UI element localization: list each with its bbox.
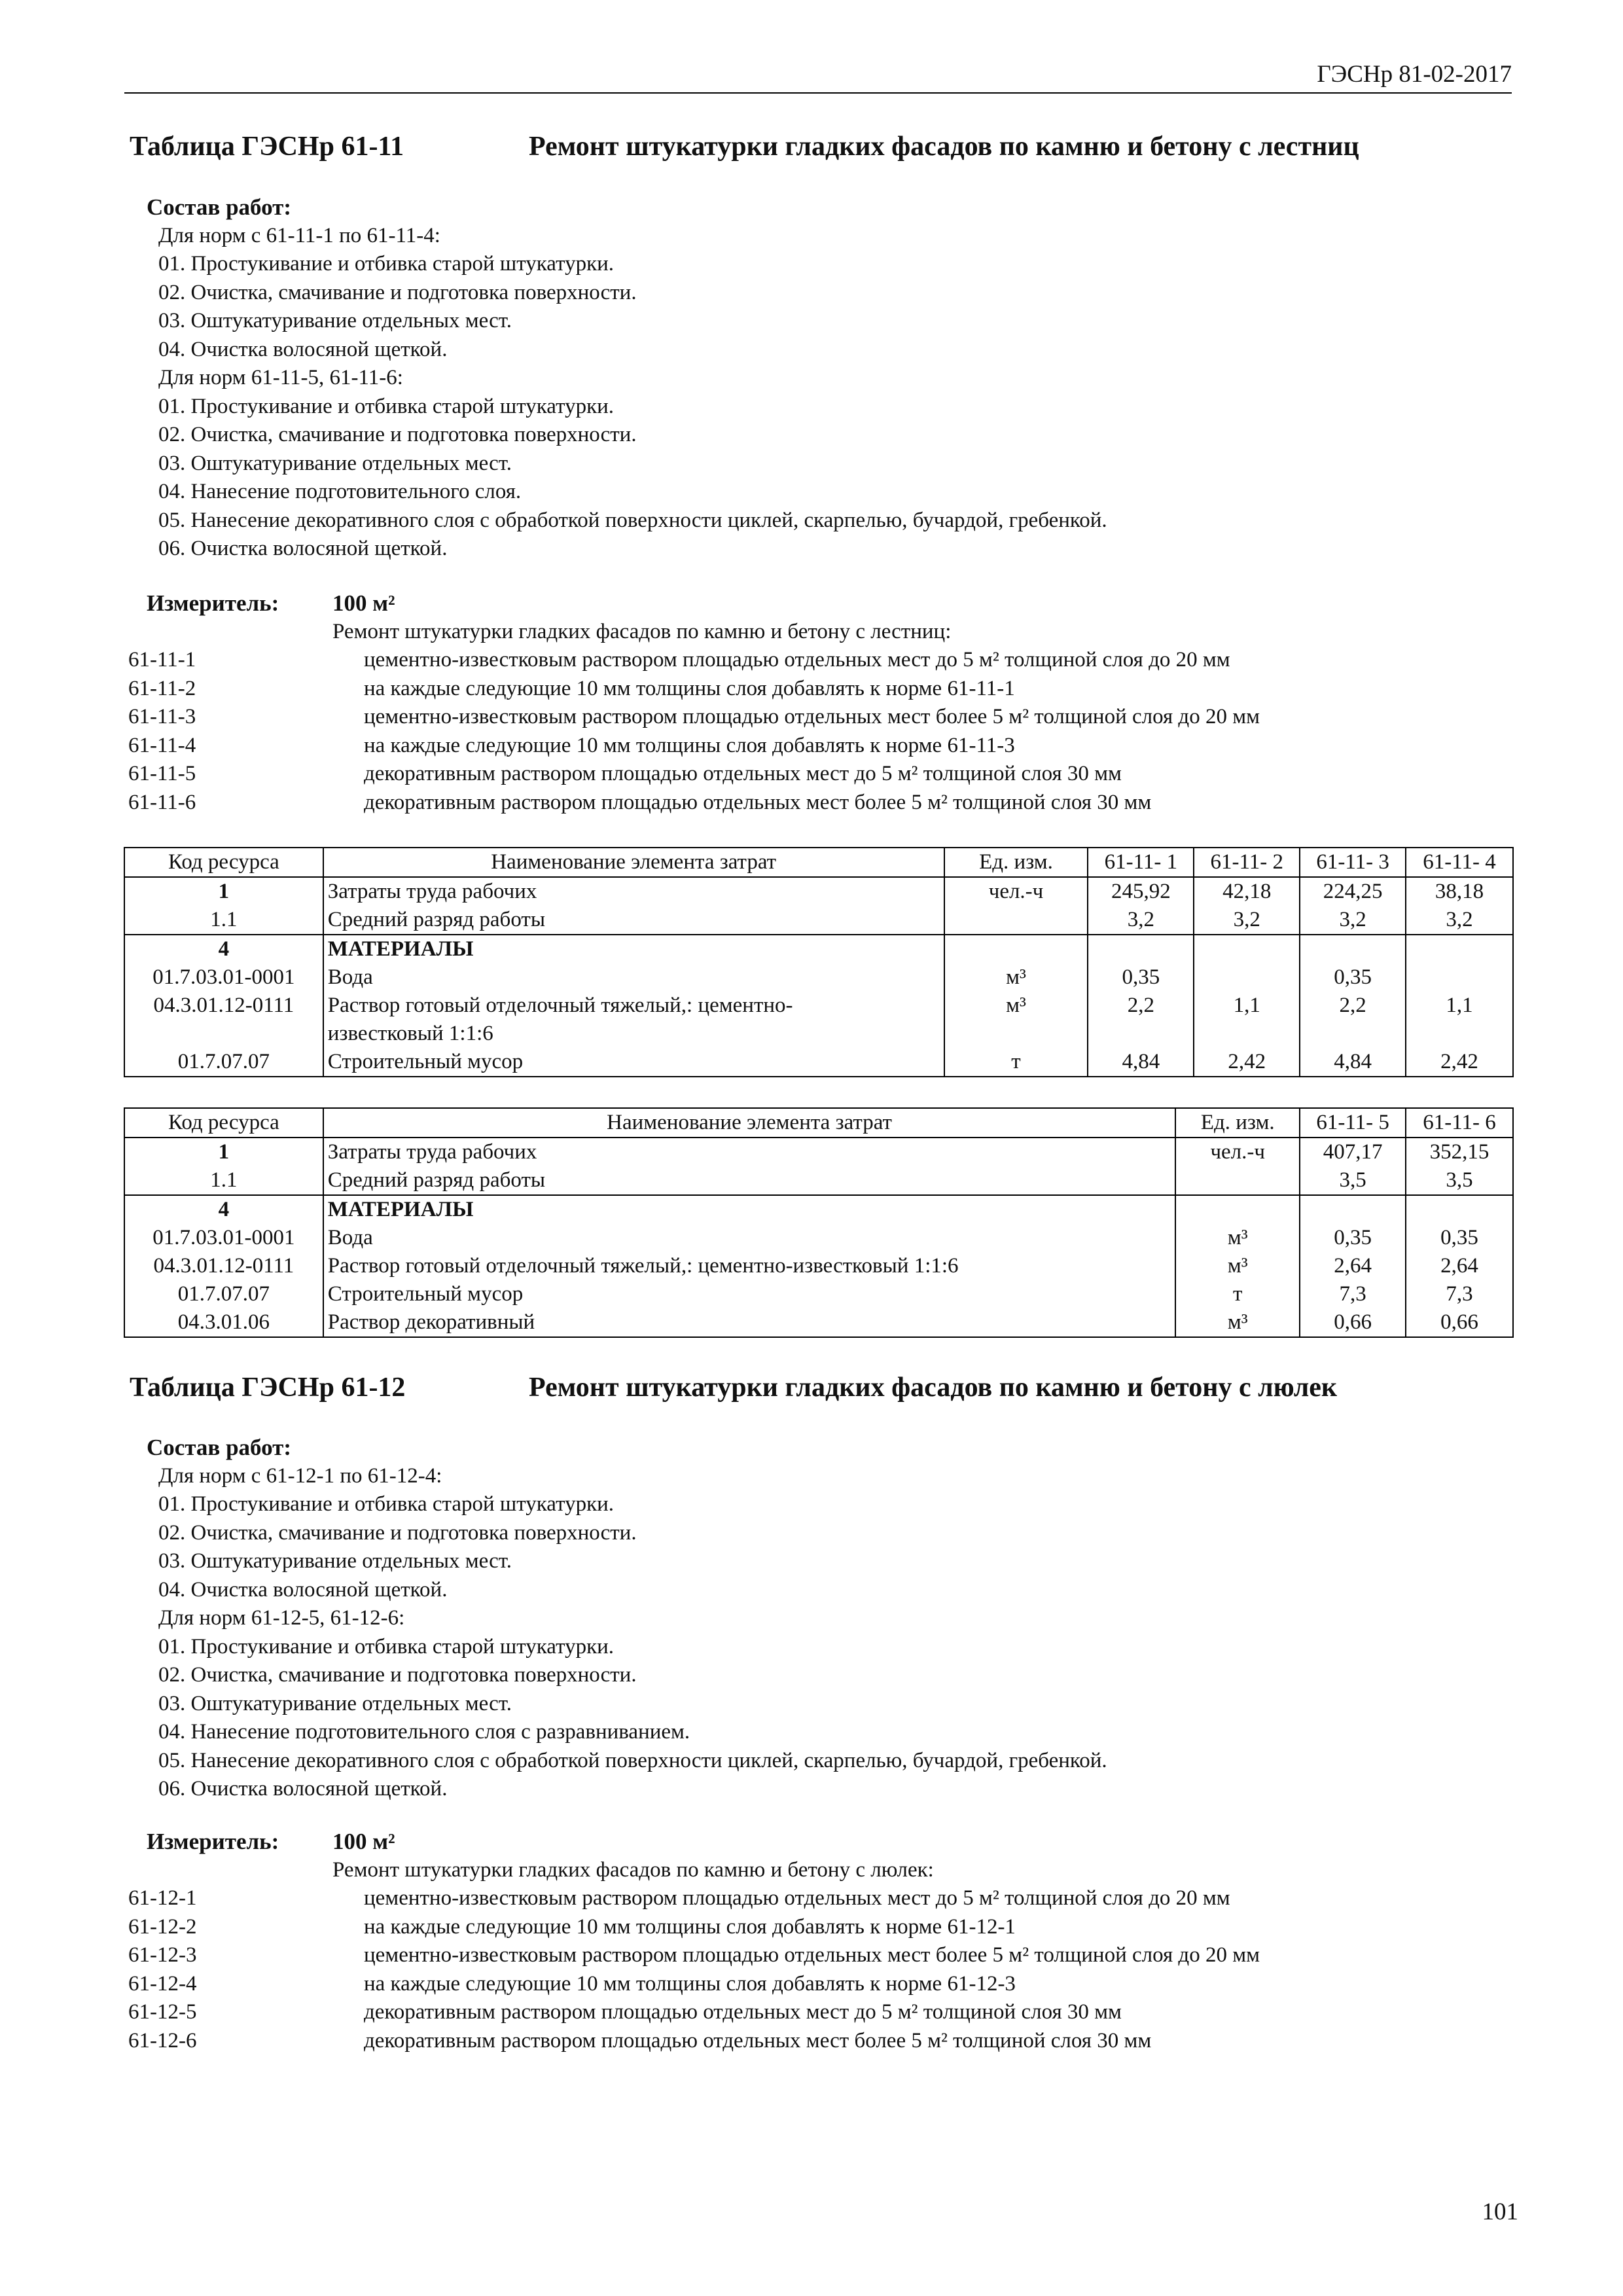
norm-desc: декоративным раствором площадью отдельных мест до 5 м² толщиной слоя 30 мм — [364, 762, 1122, 785]
meter-intro: Ремонт штукатурки гладких фасадов по камню и бетону с лестниц: — [332, 619, 952, 643]
resource-table — [124, 847, 1514, 1077]
resource-name: Раствор готовый отделочный тяжелый,: цементно- — [323, 992, 944, 1020]
resource-unit: м³ — [1175, 1252, 1300, 1280]
work-line: Для норм с 61-12-1 по 61-12-4: — [158, 1463, 442, 1488]
resource-table — [124, 1107, 1514, 1338]
resource-code: 01.7.03.01-0001 — [124, 1224, 323, 1252]
norm-code: 61-12-4 — [128, 1971, 197, 1996]
running-header: ГЭСНр 81-02-2017 — [124, 60, 1512, 94]
work-line: 03. Оштукатуривание отдельных мест. — [158, 1691, 512, 1715]
work-line: 02. Очистка, смачивание и подготовка поверхности. — [158, 1520, 637, 1545]
resource-code: 4 — [124, 1195, 323, 1224]
work-line: 06. Очистка волосяной щеткой. — [158, 537, 448, 560]
value-cell: 2,64 — [1300, 1252, 1406, 1280]
work-line: 03. Оштукатуривание отдельных мест. — [158, 309, 512, 332]
header-cell: 61-11- 1 — [1088, 848, 1194, 877]
value-cell: 0,35 — [1406, 1224, 1513, 1252]
meter-value: 100 м² — [332, 590, 395, 616]
norm-code: 61-12-5 — [128, 2000, 197, 2024]
header-cell: Код ресурса — [124, 848, 323, 877]
resource-unit: т — [1175, 1280, 1300, 1308]
norm-desc: декоративным раствором площадью отдельных мест более 5 м² толщиной слоя 30 мм — [364, 2028, 1152, 2053]
norm-desc: на каждые следующие 10 мм толщины слоя добавлять к норме 61-11-3 — [364, 733, 1015, 757]
header-cell: Наименование элемента затрат — [323, 1108, 1176, 1138]
works-caption: Состав работ: — [147, 194, 291, 220]
work-line: 03. Оштукатуривание отдельных мест. — [158, 1549, 512, 1573]
meter-value: 100 м² — [332, 1829, 395, 1854]
work-line: 01. Простукивание и отбивка старой штукатурки. — [158, 394, 615, 418]
works-list — [147, 1433, 1107, 1804]
resource-unit: чел.-ч — [1175, 1138, 1300, 1166]
work-line: Для норм 61-11-5, 61-11-6: — [158, 366, 403, 389]
header-cell: 61-11- 5 — [1300, 1108, 1406, 1138]
value-cell — [1194, 1020, 1300, 1048]
value-cell: 2,42 — [1406, 1048, 1513, 1077]
resource-name: Затраты труда рабочих — [323, 1138, 1176, 1166]
header-cell: 61-11- 2 — [1194, 848, 1300, 877]
value-cell: 2,2 — [1300, 992, 1406, 1020]
value-cell: 352,15 — [1406, 1138, 1513, 1166]
resource-code: 01.7.07.07 — [124, 1048, 323, 1077]
header-cell: Ед. изм. — [1175, 1108, 1300, 1138]
value-cell: 0,66 — [1300, 1308, 1406, 1337]
table-row — [124, 1020, 1513, 1048]
value-cell: 0,35 — [1300, 963, 1406, 992]
norm-code: 61-11-5 — [128, 762, 196, 785]
meter-intro: Ремонт штукатурки гладких фасадов по камню и бетону с люлек: — [332, 1857, 934, 1882]
resource-unit — [1175, 1195, 1300, 1224]
norm-code: 61-11-1 — [128, 648, 196, 672]
resource-unit — [1175, 1166, 1300, 1195]
norm-code: 61-11-6 — [128, 790, 196, 814]
value-cell: 3,5 — [1300, 1166, 1406, 1195]
value-cell: 1,1 — [1406, 992, 1513, 1020]
value-cell: 0,35 — [1300, 1224, 1406, 1252]
norm-desc: цементно-известковым раствором площадью отдельных мест более 5 м² толщиной слоя до 20 мм — [364, 1943, 1260, 1967]
resource-name: Строительный мусор — [323, 1280, 1176, 1308]
norm-desc: декоративным раствором площадью отдельных мест более 5 м² толщиной слоя 30 мм — [364, 790, 1152, 814]
works-caption: Состав работ: — [147, 1435, 291, 1460]
value-cell: 3,2 — [1300, 906, 1406, 935]
norm-code: 61-11-4 — [128, 733, 196, 757]
header-cell: 61-11- 3 — [1300, 848, 1406, 877]
value-cell: 0,35 — [1088, 963, 1194, 992]
work-line: Для норм с 61-11-1 по 61-11-4: — [158, 223, 440, 247]
resource-code: 01.7.03.01-0001 — [124, 963, 323, 992]
value-cell: 42,18 — [1194, 877, 1300, 906]
resource-code: 04.3.01.12-0111 — [124, 992, 323, 1020]
header-cell: Код ресурса — [124, 1108, 323, 1138]
resource-code: 01.7.07.07 — [124, 1280, 323, 1308]
work-line: 06. Очистка волосяной щеткой. — [158, 1777, 448, 1801]
value-cell — [1194, 935, 1300, 963]
page-number: 101 — [1482, 2198, 1518, 2225]
value-cell: 7,3 — [1406, 1280, 1513, 1308]
table-row — [124, 1224, 1513, 1252]
table-number: Таблица ГЭСНр 61-12 — [130, 1372, 406, 1403]
table-row — [124, 1166, 1513, 1195]
value-cell: 407,17 — [1300, 1138, 1406, 1166]
work-line: 01. Простукивание и отбивка старой штукатурки. — [158, 1634, 615, 1659]
meter-block — [128, 1827, 1516, 2055]
value-cell — [1088, 1020, 1194, 1048]
work-line: 05. Нанесение декоративного слоя с обработкой поверхности циклей, скарпелью, бучардой, гребенкой. — [158, 508, 1107, 532]
table-row — [124, 1308, 1513, 1337]
norm-desc: на каждые следующие 10 мм толщины слоя добавлять к норме 61-11-1 — [364, 676, 1015, 700]
resource-unit — [944, 1020, 1088, 1048]
table-title: Ремонт штукатурки гладких фасадов по камню и бетону с лестниц — [529, 132, 1359, 162]
resource-name: Строительный мусор — [323, 1048, 944, 1077]
header-cell: Наименование элемента затрат — [323, 848, 944, 877]
table-row — [124, 906, 1513, 935]
value-cell — [1088, 935, 1194, 963]
resource-code: 1.1 — [124, 906, 323, 935]
work-line: Для норм 61-12-5, 61-12-6: — [158, 1606, 405, 1630]
value-cell: 2,64 — [1406, 1252, 1513, 1280]
value-cell — [1300, 1195, 1406, 1224]
resource-code: 1.1 — [124, 1166, 323, 1195]
norm-desc: цементно-известковым раствором площадью отдельных мест более 5 м² толщиной слоя до 20 мм — [364, 705, 1260, 728]
value-cell: 3,2 — [1088, 906, 1194, 935]
resource-name: Раствор декоративный — [323, 1308, 1176, 1337]
value-cell: 3,2 — [1406, 906, 1513, 935]
work-line: 04. Нанесение подготовительного слоя. — [158, 480, 522, 503]
resource-code: 04.3.01.12-0111 — [124, 1252, 323, 1280]
header-cell: Ед. изм. — [944, 848, 1088, 877]
work-line: 05. Нанесение декоративного слоя с обработкой поверхности циклей, скарпелью, бучардой, гребенкой. — [158, 1748, 1107, 1772]
resource-unit: м³ — [1175, 1224, 1300, 1252]
norm-code: 61-11-3 — [128, 705, 196, 728]
table-header-row — [124, 1108, 1513, 1138]
norm-desc: цементно-известковым раствором площадью отдельных мест до 5 м² толщиной слоя до 20 мм — [364, 1886, 1230, 1910]
table-number: Таблица ГЭСНр 61-11 — [130, 132, 404, 162]
work-line: 01. Простукивание и отбивка старой штукатурки. — [158, 252, 615, 276]
value-cell: 1,1 — [1194, 992, 1300, 1020]
work-line: 01. Простукивание и отбивка старой штукатурки. — [158, 1492, 615, 1516]
work-line: 04. Очистка волосяной щеткой. — [158, 337, 448, 361]
resource-unit: м³ — [944, 963, 1088, 992]
resource-unit: т — [944, 1048, 1088, 1077]
resource-unit — [944, 906, 1088, 935]
value-cell — [1406, 1020, 1513, 1048]
table-row — [124, 1280, 1513, 1308]
resource-name: Вода — [323, 1224, 1176, 1252]
work-line: 02. Очистка, смачивание и подготовка поверхности. — [158, 1663, 637, 1687]
table-row — [124, 1138, 1513, 1166]
norm-desc: цементно-известковым раствором площадью отдельных мест до 5 м² толщиной слоя до 20 мм — [364, 648, 1230, 672]
value-cell: 2,42 — [1194, 1048, 1300, 1077]
resource-unit: м³ — [1175, 1308, 1300, 1337]
resource-name: Средний разряд работы — [323, 906, 944, 935]
resource-name: МАТЕРИАЛЫ — [323, 1195, 1176, 1224]
table-row — [124, 1048, 1513, 1077]
value-cell — [1300, 1020, 1406, 1048]
norm-desc: на каждые следующие 10 мм толщины слоя добавлять к норме 61-12-1 — [364, 1914, 1016, 1939]
resource-name: МАТЕРИАЛЫ — [323, 935, 944, 963]
value-cell: 224,25 — [1300, 877, 1406, 906]
meter-label: Измеритель: — [147, 1829, 279, 1854]
value-cell — [1406, 1195, 1513, 1224]
value-cell: 2,2 — [1088, 992, 1194, 1020]
resource-unit: м³ — [944, 992, 1088, 1020]
norm-desc: декоративным раствором площадью отдельных мест до 5 м² толщиной слоя 30 мм — [364, 2000, 1122, 2024]
table-row — [124, 963, 1513, 992]
value-cell — [1406, 963, 1513, 992]
meter-block — [128, 589, 1516, 817]
meter-label: Измеритель: — [147, 590, 279, 616]
table-row — [124, 992, 1513, 1020]
value-cell: 7,3 — [1300, 1280, 1406, 1308]
work-line: 02. Очистка, смачивание и подготовка поверхности. — [158, 280, 637, 304]
table-row — [124, 935, 1513, 963]
work-line: 04. Очистка волосяной щеткой. — [158, 1577, 448, 1602]
resource-code: 1 — [124, 1138, 323, 1166]
resource-name: известковый 1:1:6 — [323, 1020, 944, 1048]
resource-name: Затраты труда рабочих — [323, 877, 944, 906]
header-cell: 61-11- 6 — [1406, 1108, 1513, 1138]
norm-code: 61-11-2 — [128, 676, 196, 700]
resource-code — [124, 1020, 323, 1048]
header-cell: 61-11- 4 — [1406, 848, 1513, 877]
norm-code: 61-12-3 — [128, 1943, 197, 1967]
table-row — [124, 1252, 1513, 1280]
resource-name: Раствор готовый отделочный тяжелый,: цементно-известковый 1:1:6 — [323, 1252, 1176, 1280]
resource-unit — [944, 935, 1088, 963]
value-cell — [1300, 935, 1406, 963]
work-line: 02. Очистка, смачивание и подготовка поверхности. — [158, 423, 637, 446]
resource-name: Средний разряд работы — [323, 1166, 1176, 1195]
value-cell: 3,2 — [1194, 906, 1300, 935]
value-cell: 3,5 — [1406, 1166, 1513, 1195]
value-cell: 38,18 — [1406, 877, 1513, 906]
resource-name: Вода — [323, 963, 944, 992]
value-cell — [1194, 963, 1300, 992]
norm-desc: на каждые следующие 10 мм толщины слоя добавлять к норме 61-12-3 — [364, 1971, 1016, 1996]
resource-code: 4 — [124, 935, 323, 963]
value-cell — [1406, 935, 1513, 963]
value-cell: 245,92 — [1088, 877, 1194, 906]
table-row — [124, 1195, 1513, 1224]
table-row — [124, 877, 1513, 906]
table-header-row — [124, 848, 1513, 877]
work-line: 03. Оштукатуривание отдельных мест. — [158, 451, 512, 475]
resource-code: 1 — [124, 877, 323, 906]
resource-code: 04.3.01.06 — [124, 1308, 323, 1337]
work-line: 04. Нанесение подготовительного слоя с разравниванием. — [158, 1720, 690, 1744]
norm-code: 61-12-6 — [128, 2028, 197, 2053]
norm-code: 61-12-2 — [128, 1914, 197, 1939]
value-cell: 0,66 — [1406, 1308, 1513, 1337]
value-cell: 4,84 — [1088, 1048, 1194, 1077]
value-cell: 4,84 — [1300, 1048, 1406, 1077]
works-list — [147, 193, 1107, 564]
norm-code: 61-12-1 — [128, 1886, 197, 1910]
table-title: Ремонт штукатурки гладких фасадов по камню и бетону с люлек — [529, 1372, 1338, 1403]
resource-unit: чел.-ч — [944, 877, 1088, 906]
